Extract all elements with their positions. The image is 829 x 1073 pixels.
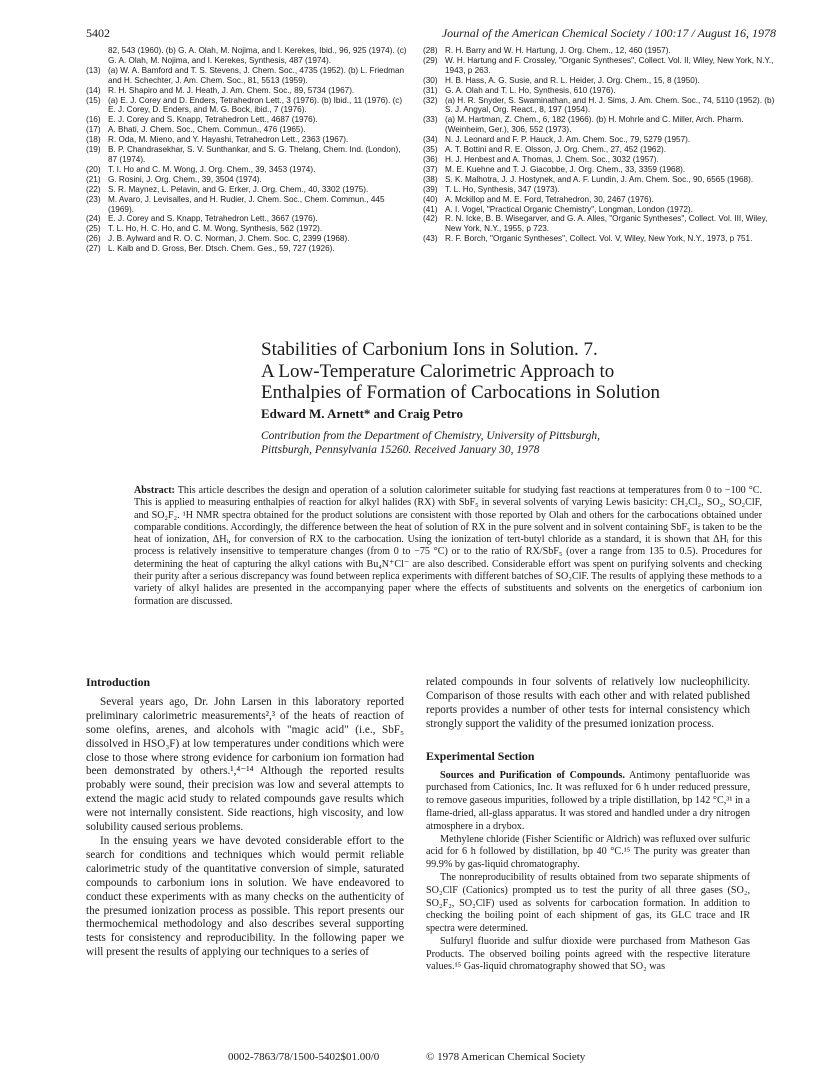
reference-number: (37) (423, 164, 438, 174)
reference-text: (a) H. R. Snyder, S. Swaminathan, and H. J. Sims, J. Am. Chem. Soc., 74, 5110 (1952). (b) S. J. Angyal, Org. React., 8, 197 (1954). (445, 95, 775, 115)
reference-item (423, 205, 779, 215)
reference-text: R. H. Barry and W. H. Hartung, J. Org. Chem., 12, 460 (1957). (445, 46, 671, 55)
reference-number: (26) (86, 234, 101, 244)
paragraph: The nonreproducibility of results obtained from two separate shipments of SO₂ClF (Cationics) prompted us to test the purity of all three gases (SO₂, SO₂F₂, SO₂ClF) used as solvents for carbocation formation. In addition to checking the boiling point of each shipment of gas, its GLC trace and IR spectra were determined. (426, 871, 750, 935)
reference-item (86, 46, 408, 66)
reference-number: (22) (86, 184, 101, 194)
reference-text: (a) W. A. Bamford and T. S. Stevens, J. Chem. Soc., 4735 (1952). (b) L. Friedman and H. Schechter, J. Am. Chem. Soc., 81, 5513 (1959). (108, 65, 405, 85)
reference-text: T. L. Ho, H. C. Ho, and C. M. Wong, Synthesis, 562 (1972). (108, 224, 323, 234)
authors: Edward M. Arnett* and Craig Petro (261, 406, 463, 421)
reference-number: (14) (86, 85, 101, 95)
reference-text: A. T. Bottini and R. E. Olsson, J. Org. Chem., 27, 452 (1962). (445, 145, 667, 155)
affiliation (261, 429, 781, 457)
reference-text: H. J. Henbest and A. Thomas, J. Chem. Soc., 3032 (1957). (445, 154, 659, 164)
footer-copyright: © 1978 American Chemical Society (426, 1051, 586, 1063)
reference-text: W. H. Hartung and F. Crossley, "Organic Syntheses", Collect. Vol. II, Wiley, New York, N.Y., 1943, p 263. (445, 55, 774, 75)
reference-text: (a) E. J. Corey and D. Enders, Tetrahedron Lett., 3 (1976). (b) Ibid., 11 (1976). (c) E. J. Corey, D. Enders, and M. G. Bock, ibid., 7 (1976). (108, 95, 403, 115)
reference-text: 82, 543 (1960). (b) G. A. Olah, M. Nojima, and I. Kerekes, Ibid., 96, 925 (1974). (c) G. A. Olah, M. Nojima, and I. Kerekes, Synthesis, 487 (1974). (108, 46, 407, 65)
body-left-column (86, 676, 404, 960)
reference-text: E. J. Corey and S. Knapp, Tetrahedron Lett., 3667 (1976). (108, 214, 318, 224)
paragraph: Sulfuryl fluoride and sulfur dioxide were purchased from Matheson Gas Products. The observed boiling points agreed with the respective literature values.¹⁵ Gas-liquid chromatography showed that SO₂ was (426, 935, 750, 973)
experimental-heading: Experimental Section (426, 748, 535, 763)
abstract-text: This article describes the design and operation of a solution calorimeter suitable for studying fast reactions at temperatures from 0 to −100 °C. This is applied to measuring enthalpies of reaction for alkyl halides (RX) with SbF₅ in several solvents of varying Lewis basicity: CH₂Cl₂, SO₂, SO₂ClF, and SO₂F₂. ¹H NMR spectra obtained for the product solutions are consistent with those reported by Olah and others for the carbocations obtained under comparable conditions. Accordingly, the difference between the heat of solution of RX in the pure solvent and in solvent containing SbF₅ is taken to be the heat of ionization, ΔHᵢ, for conversion of RX to the carbocation. Using the ionization of tert-butyl chloride as a standard, it is shown that ΔHᵢ for this process is relatively insensitive to temperature changes (from 0 to −75 °C) or to the ratio of RX/SbF₅ (over a range from 135 to 0.5). Procedures for determining the heat of capturing the alkyl cations with Bu₄N⁺Cl⁻ are also described. Considerable effort was spent on purifying solvents and checking their purity after a serious discrepancy was found between replica experiments with different batches of SO₂ClF. The results of applying these methods to a variety of alkyl halides are presented in the accompanying paper where the effects of substituents and solvents on the energetics of carbonium ion formation are discussed. (134, 485, 762, 607)
reference-number: (20) (86, 164, 101, 174)
paragraph: related compounds in four solvents of relatively low nucleophilicity. Comparison of those results with each other and with related published reports provides a number of other tests for internal consistency which strongly support the validity of the presumed ionization process. (426, 676, 750, 730)
reference-item (86, 224, 408, 234)
reference-number: (19) (86, 145, 101, 155)
reference-item (423, 155, 779, 165)
paragraph: Several years ago, Dr. John Larsen in this laboratory reported preliminary calorimetric measurements²,³ of the heats of reaction of some olefins, arenes, and alcohols with "magic acid" (i.e., SbF₅ dissolved in HSO₃F) at low temperatures under conditions which were close to those where strong evidence for carbonium ion formation had been demonstrated by others.¹,⁴⁻¹⁴ Although the reported results probably were sound, their precision was low and several attempts to extend the magic acid study to related compounds gave results which were not internally consistent. Side reactions, high viscosity, and low solubility caused serious problems. (86, 695, 404, 834)
reference-text: R. F. Borch, "Organic Syntheses", Collect. Vol. V, Wiley, New York, N.Y., 1973, p 751. (445, 234, 753, 244)
reference-text: A. I. Vogel, "Practical Organic Chemistry", Longman, London (1972). (445, 204, 693, 214)
references-left-column (86, 46, 408, 254)
reference-text: J. B. Aylward and R. O. C. Norman, J. Chem. Soc. C, 2399 (1968). (108, 234, 350, 244)
title-line: Enthalpies of Formation of Carbocations in Solution (261, 382, 660, 403)
reference-text: M. Avaro, J. Levisalles, and H. Rudier, J. Chem. Soc., Chem. Commun., 445 (1969). (108, 194, 385, 214)
reference-item (423, 56, 779, 76)
reference-text: H. B. Hass, A. G. Susie, and R. L. Heider, J. Org. Chem., 15, 8 (1950). (445, 75, 700, 85)
page-number: 5402 (86, 26, 110, 40)
reference-number: (41) (423, 204, 438, 214)
reference-item (86, 244, 408, 254)
reference-number: (40) (423, 194, 438, 204)
footer-code: 0002-7863/78/1500-5402$01.00/0 (228, 1051, 380, 1063)
reference-number: (36) (423, 154, 438, 164)
reference-item (423, 234, 779, 244)
reference-text: S. K. Malhotra, J. J. Hostynek, and A. F. Lundin, J. Am. Chem. Soc., 90, 6565 (1968). (445, 174, 754, 184)
reference-item (423, 86, 779, 96)
reference-item (423, 145, 779, 155)
reference-item (86, 96, 408, 116)
reference-text: A. Bhati, J. Chem. Soc., Chem. Commun., 476 (1965). (108, 125, 306, 135)
affiliation-line: Contribution from the Department of Chemistry, University of Pittsburgh, (261, 430, 601, 442)
reference-item (423, 76, 779, 86)
reference-number: (29) (423, 55, 438, 65)
reference-number: (15) (86, 95, 101, 105)
reference-number: (32) (423, 95, 438, 105)
reference-text: R. H. Shapiro and M. J. Heath, J. Am. Chem. Soc., 89, 5734 (1967). (108, 85, 355, 95)
reference-number: (31) (423, 85, 438, 95)
reference-item (423, 96, 779, 116)
reference-text: L. Kalb and D. Gross, Ber. Dtsch. Chem. Ges., 59, 727 (1926). (108, 244, 335, 254)
reference-text: G. Rosini, J. Org. Chem., 39, 3504 (1974). (108, 174, 262, 184)
reference-number: (28) (423, 46, 438, 55)
reference-text: E. J. Corey and S. Knapp, Tetrahedron Lett., 4687 (1976). (108, 115, 318, 125)
reference-text: G. A. Olah and T. L. Ho, Synthesis, 610 (1976). (445, 85, 616, 95)
reference-text: A. Mckillop and M. E. Ford, Tetrahedron, 30, 2467 (1976). (445, 194, 654, 204)
reference-item (423, 214, 779, 234)
reference-number: (43) (423, 234, 438, 244)
reference-text: M. E. Kuehne and T. J. Giacobbe, J. Org. Chem., 33, 3359 (1968). (445, 164, 686, 174)
reference-text: B. P. Chandrasekhar, S. V. Sunthankar, and S. G. Thelang, Chem. Ind. (London), 87 (1974). (108, 145, 401, 164)
reference-number: (25) (86, 224, 101, 234)
body-right-column (426, 676, 750, 974)
reference-item (86, 135, 408, 145)
reference-item (86, 165, 408, 175)
reference-number: (21) (86, 174, 101, 184)
reference-item (423, 115, 779, 135)
reference-number: (39) (423, 184, 438, 194)
reference-item (86, 185, 408, 195)
reference-number: (24) (86, 214, 101, 224)
reference-text: R. Oda, M. Mieno, and Y. Hayashi, Tetrahedron Lett., 2363 (1967). (108, 135, 349, 145)
reference-item (86, 66, 408, 86)
article-title (261, 339, 781, 404)
paragraph-text: Antimony pentafluoride was purchased from Cationics, Inc. It was refluxed for 6 h under reduced pressure, to remove gaseous impurities, followed by a triple distillation, bp 142 °C,³¹ in a flame-dried, all-glass apparatus. It was stored and handled under a dry nitrogen atmosphere in a drybox. (426, 769, 750, 832)
reference-item (423, 165, 779, 175)
reference-text: (a) M. Hartman, Z. Chem., 6, 182 (1966). (b) H. Mohrle and C. Miller, Arch. Pharm. (Weinheim, Ger.), 306, 552 (1973). (445, 115, 744, 135)
reference-text: R. N. Icke, B. B. Wisegarver, and G. A. Alles, "Organic Syntheses", Collect. Vol. III, Wiley, New York, N.Y., 1955, p 723. (445, 214, 768, 234)
affiliation-line: Pittsburgh, Pennsylvania 15260. Received January 30, 1978 (261, 444, 540, 456)
reference-item (423, 46, 779, 56)
reference-number: (42) (423, 214, 438, 224)
reference-item (86, 195, 408, 215)
paragraph: Methylene chloride (Fisher Scientific or Aldrich) was refluxed over sulfuric acid for 6 h followed by distillation, bp 40 °C.¹⁵ The purity was greater than 99.9% by gas-liquid chromatography. (426, 833, 750, 871)
title-line: Stabilities of Carbonium Ions in Solution. 7. (261, 339, 598, 360)
reference-item (86, 214, 408, 224)
intro-heading: Introduction (86, 675, 151, 689)
reference-number: (34) (423, 135, 438, 145)
reference-number: (27) (86, 244, 101, 254)
reference-number: (30) (423, 75, 438, 85)
reference-item (86, 145, 408, 165)
reference-number: (38) (423, 174, 438, 184)
reference-text: T. L. Ho, Synthesis, 347 (1973). (445, 184, 560, 194)
run-in-heading: Sources and Purification of Compounds. (440, 769, 625, 781)
reference-number: (23) (86, 194, 101, 204)
reference-item (423, 185, 779, 195)
reference-number: (18) (86, 135, 101, 145)
reference-number: (33) (423, 115, 438, 125)
reference-text: T. I. Ho and C. M. Wong, J. Org. Chem., 39, 3453 (1974). (108, 164, 316, 174)
reference-item (86, 125, 408, 135)
paragraph: In the ensuing years we have devoted considerable effort to the search for conditions and techniques which would permit reliable calorimetric study of the quantitative conversion of simple, saturated compounds to carbonium ions in solution. We have endeavored to conduct these experiments with as many checks on the authenticity of the presumed ionization process as possible. This report presents our thermochemical methodology and also describes several supporting tests for consistency and reproducibility. In the following paper we will present the results of applying our techniques to a series of (86, 834, 404, 959)
reference-number: (17) (86, 125, 101, 135)
references-right-column (423, 46, 779, 244)
reference-number: (16) (86, 115, 101, 125)
reference-item (423, 135, 779, 145)
reference-item (86, 175, 408, 185)
reference-number (86, 46, 108, 66)
reference-item (86, 86, 408, 96)
reference-item (423, 195, 779, 205)
reference-item (86, 115, 408, 125)
paragraph (426, 770, 750, 834)
running-header (86, 26, 776, 42)
reference-number: (13) (86, 65, 101, 75)
reference-number: (35) (423, 145, 438, 155)
reference-item (423, 175, 779, 185)
journal-citation: Journal of the American Chemical Society / 100:17 / August 16, 1978 (441, 26, 776, 40)
abstract-label: Abstract: (134, 485, 175, 496)
reference-text: N. J. Leonard and F. P. Hauck, J. Am. Chem. Soc., 79, 5279 (1957). (445, 135, 691, 145)
reference-item (86, 234, 408, 244)
reference-text: S. R. Maynez, L. Pelavin, and G. Erker, J. Org. Chem., 40, 3302 (1975). (108, 184, 369, 194)
abstract (134, 485, 762, 608)
title-line: A Low-Temperature Calorimetric Approach to (261, 360, 615, 382)
